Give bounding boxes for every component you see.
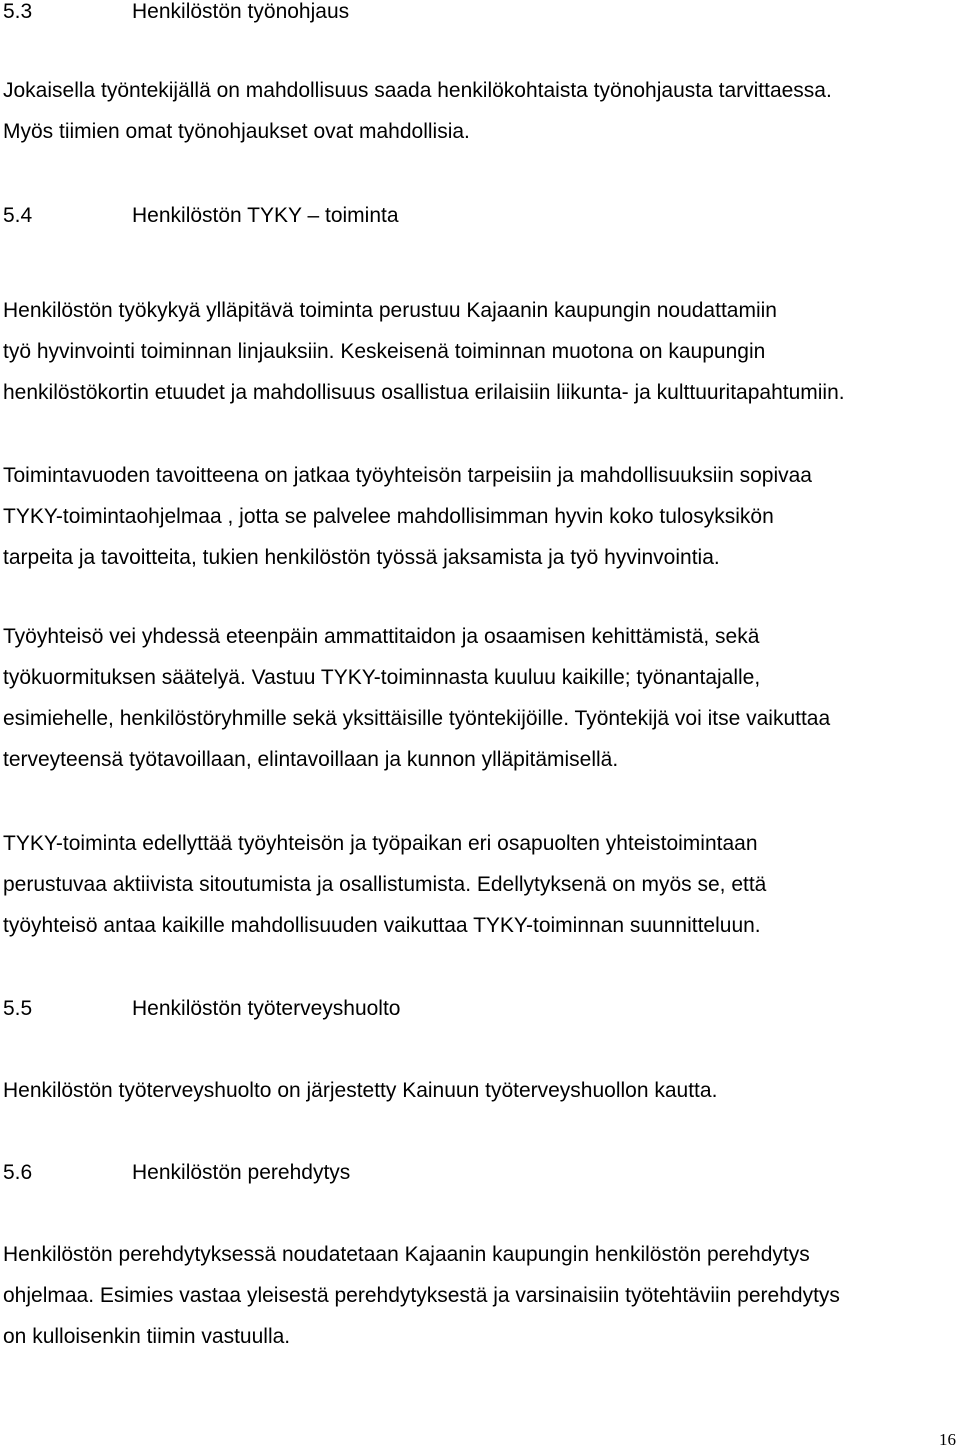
paragraph [3, 455, 955, 578]
section-number: 5.4 [3, 204, 33, 227]
text-line: TYKY-toimintaohjelmaa , jotta se palvelee mahdollisimman hyvin koko tulosyksikön [3, 505, 774, 528]
section-number: 5.5 [3, 997, 33, 1020]
paragraph [3, 823, 955, 946]
text-line: tarpeita ja tavoitteita, tukien henkilöstön työssä jaksamista ja työ hyvinvointia. [3, 546, 720, 569]
page-number: 16 [939, 1430, 956, 1449]
section-title: Henkilöstön työnohjaus [132, 0, 350, 23]
text-line: työ hyvinvointi toiminnan linjauksiin. Keskeisenä toiminnan muotona on kaupungin [3, 340, 766, 363]
text-line: Myös tiimien omat työnohjaukset ovat mahdollisia. [3, 120, 470, 143]
text-line: henkilöstökortin etuudet ja mahdollisuus osallistua erilaisiin liikunta- ja kulttuuritapahtumiin. [3, 381, 845, 404]
section-heading-5-4 [3, 204, 399, 228]
text-line: TYKY-toiminta edellyttää työyhteisön ja työpaikan eri osapuolten yhteistoimintaan [3, 832, 758, 855]
paragraph [3, 616, 955, 780]
section-title: Henkilöstön TYKY – toiminta [132, 204, 399, 227]
section-number: 5.6 [3, 1161, 33, 1184]
text-line: työyhteisö antaa kaikille mahdollisuuden vaikuttaa TYKY-toiminnan suunnitteluun. [3, 914, 761, 937]
text-line: Henkilöstön työterveyshuolto on järjestetty Kainuun työterveyshuollon kautta. [3, 1079, 718, 1102]
section-title: Henkilöstön perehdytys [132, 1161, 351, 1184]
section-heading-5-3 [3, 0, 349, 24]
text-line: työkuormituksen säätelyä. Vastuu TYKY-toiminnasta kuuluu kaikille; työnantajalle, [3, 666, 761, 689]
text-line: terveyteensä työtavoillaan, elintavoillaan ja kunnon ylläpitämisellä. [3, 748, 619, 771]
section-number: 5.3 [3, 0, 33, 23]
text-line: Jokaisella työntekijällä on mahdollisuus saada henkilökohtaista työnohjausta tarvittaessa. [3, 79, 832, 102]
text-line: Henkilöstön työkykyä ylläpitävä toiminta perustuu Kajaanin kaupungin noudattamiin [3, 299, 777, 322]
section-heading-5-6 [3, 1161, 350, 1185]
text-line: Toimintavuoden tavoitteena on jatkaa työyhteisön tarpeisiin ja mahdollisuuksiin sopivaa [3, 464, 812, 487]
text-line: esimiehelle, henkilöstöryhmille sekä yksittäisille työntekijöille. Työntekijä voi itse vaikuttaa [3, 707, 831, 730]
paragraph [3, 290, 955, 413]
text-line: on kulloisenkin tiimin vastuulla. [3, 1325, 291, 1348]
text-line: perustuvaa aktiivista sitoutumista ja osallistumista. Edellytyksenä on myös se, että [3, 873, 767, 896]
paragraph [3, 1234, 955, 1357]
text-line: ohjelmaa. Esimies vastaa yleisestä perehdytyksestä ja varsinaisiin työtehtäviin perehdytys [3, 1284, 840, 1307]
section-title: Henkilöstön työterveyshuolto [132, 997, 401, 1020]
paragraph [3, 70, 955, 152]
section-heading-5-5 [3, 997, 400, 1021]
paragraph [3, 1070, 955, 1111]
text-line: Henkilöstön perehdytyksessä noudatetaan Kajaanin kaupungin henkilöstön perehdytys [3, 1243, 810, 1266]
text-line: Työyhteisö vei yhdessä eteenpäin ammattitaidon ja osaamisen kehittämistä, sekä [3, 625, 760, 648]
